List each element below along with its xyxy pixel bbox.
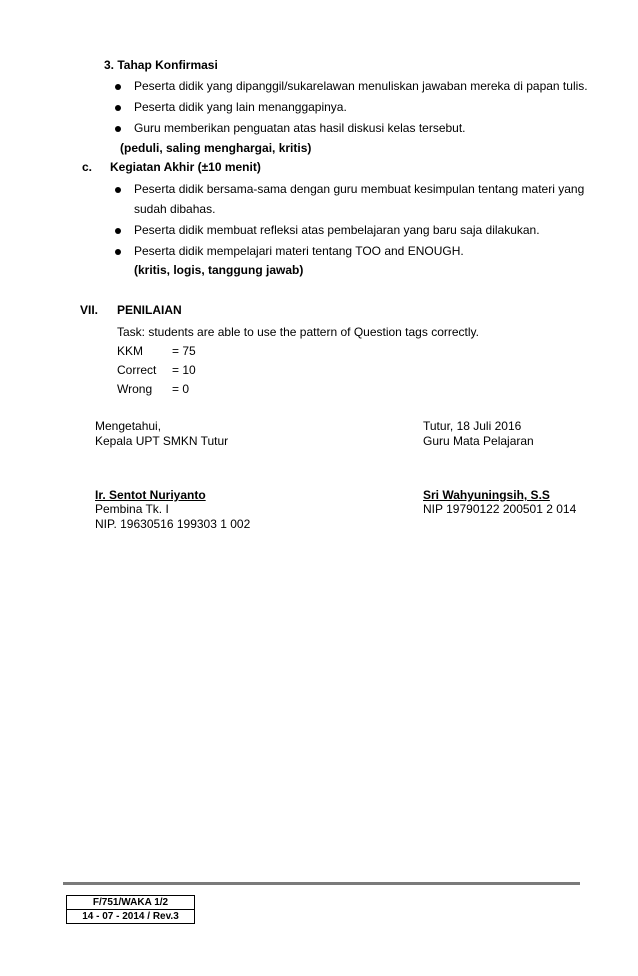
score-label: KKM [117, 344, 144, 358]
footer-divider [63, 882, 580, 885]
signature-left-rank: Pembina Tk. I [95, 502, 169, 516]
signature-left-line2: Kepala UPT SMKN Tutur [95, 434, 229, 448]
list-item: Peserta didik bersama-sama dengan guru membuat kesimpulan tentang materi yang [134, 182, 585, 196]
score-label: Wrong [117, 382, 153, 396]
list-item: Peserta didik yang lain menanggapinya. [134, 100, 347, 114]
signature-left-nip: NIP. 19630516 199303 1 002 [95, 517, 251, 531]
document-revision: 14 - 07 - 2014 / Rev.3 [67, 909, 194, 923]
score-value: = 0 [172, 382, 190, 396]
bullet-icon [115, 249, 121, 255]
section-label: c. [82, 160, 93, 174]
bullet-icon [115, 84, 121, 90]
bullet-icon [115, 105, 121, 111]
signature-right-line2: Guru Mata Pelajaran [423, 434, 534, 448]
document-code-box [66, 895, 195, 924]
signature-left-name: Ir. Sentot Nuriyanto [95, 488, 206, 502]
bullet-icon [115, 228, 121, 234]
document-code: F/751/WAKA 1/2 [92, 897, 169, 908]
bullet-icon [115, 187, 121, 193]
closing-heading: Kegiatan Akhir (±10 menit) [110, 160, 261, 174]
character-values: (peduli, saling menghargai, kritis) [120, 141, 312, 155]
list-item: Peserta didik membuat refleksi atas pembelajaran yang baru saja dilakukan. [134, 223, 540, 237]
signature-right-nip: NIP 19790122 200501 2 014 [423, 502, 577, 516]
signature-right-line1: Tutur, 18 Juli 2016 [423, 419, 522, 433]
signature-left-line1: Mengetahui, [95, 419, 162, 433]
list-item: Peserta didik mempelajari materi tentang TOO and ENOUGH. [134, 244, 464, 258]
assessment-heading: PENILAIAN [117, 303, 182, 317]
list-item: Peserta didik yang dipanggil/sukarelawan menuliskan jawaban mereka di papan tulis. [134, 79, 588, 93]
bullet-icon [115, 126, 121, 132]
score-value: = 75 [172, 344, 196, 358]
character-values: (kritis, logis, tanggung jawab) [134, 263, 304, 277]
list-item-continuation: sudah dibahas. [134, 202, 216, 216]
score-label: Correct [117, 363, 157, 377]
signature-right-name: Sri Wahyuningsih, S.S [423, 488, 550, 502]
assessment-task: Task: students are able to use the pattern of Question tags correctly. [117, 325, 479, 339]
confirmation-heading: 3. Tahap Konfirmasi [104, 58, 218, 72]
list-item: Guru memberikan penguatan atas hasil diskusi kelas tersebut. [134, 121, 466, 135]
score-value: = 10 [172, 363, 196, 377]
section-number: VII. [80, 303, 99, 317]
